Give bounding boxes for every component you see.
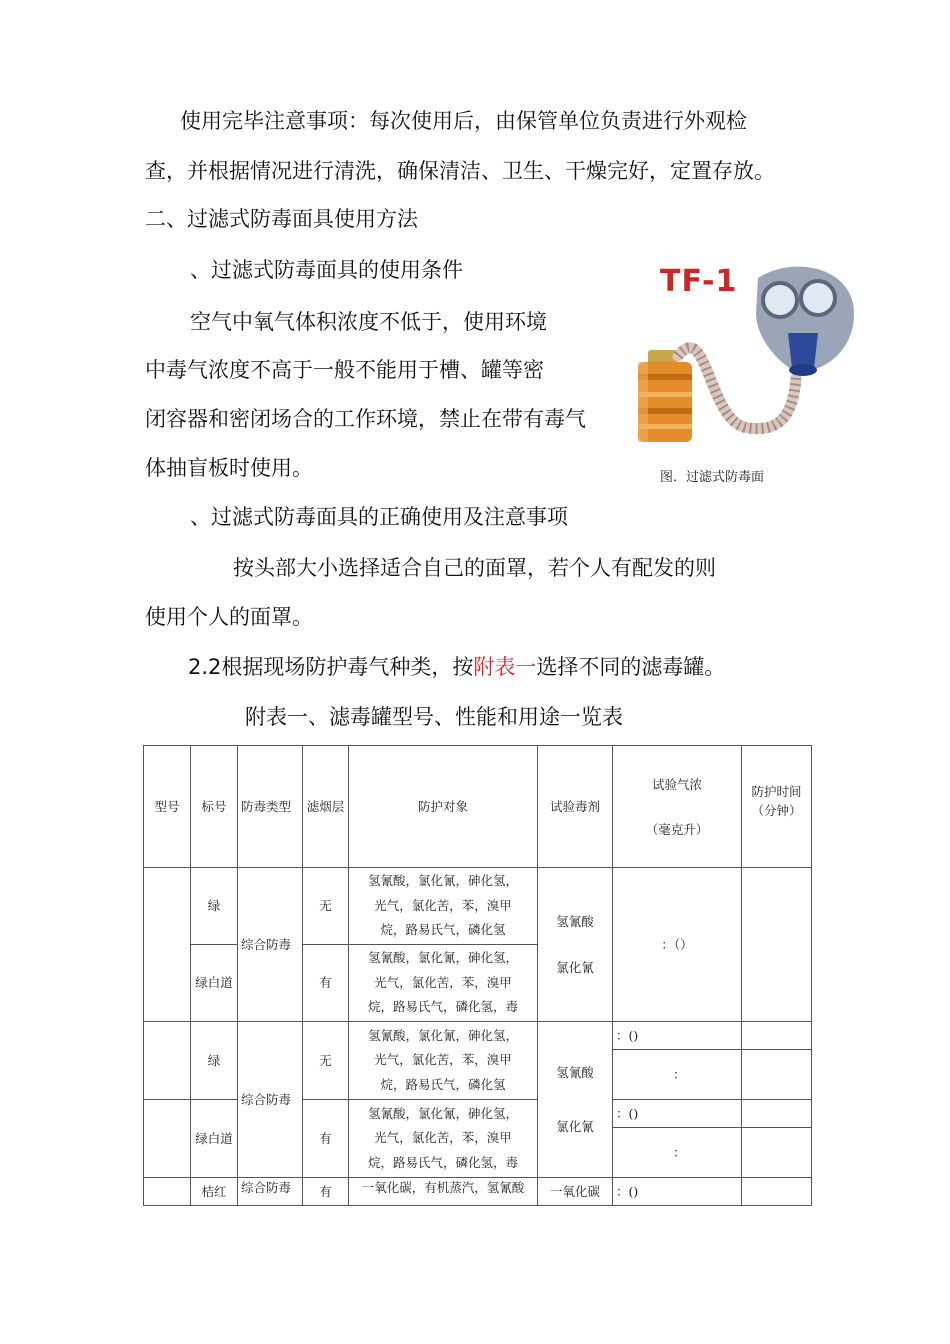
- usage-line-1: 按头部大小选择适合自己的面罩，若个人有配发的则: [233, 556, 716, 580]
- paragraph-after-use-2: 查，并根据情况进行清洗，确保清洁、卫生、干燥完好，定置存放。: [145, 159, 775, 183]
- cell-agent: [538, 1022, 613, 1178]
- header-concentration: [613, 746, 742, 868]
- header-mark: 标号: [191, 746, 238, 868]
- target-line: 氢氰酸，氯化氰，砷化氢，: [367, 950, 518, 966]
- table-row: [144, 868, 812, 945]
- step-2-2: [188, 653, 725, 681]
- cell-target: [349, 868, 538, 945]
- cell-type: 综合防毒: [238, 868, 303, 1022]
- figure-label: TF-1: [660, 264, 738, 299]
- header-agent: 试验毒剂: [538, 746, 613, 868]
- cell-target: [349, 1178, 538, 1206]
- paragraph-after-use-1: 使用完毕注意事项：每次使用后，由保管单位负责进行外观检: [180, 109, 747, 133]
- subsection-heading-conditions: 、过滤式防毒面具的使用条件: [190, 258, 463, 282]
- gas-mask-photo-icon: [628, 258, 858, 468]
- cell-time: [742, 1128, 812, 1178]
- cell-model: [144, 868, 191, 1022]
- cell-mark: 绿: [191, 1022, 238, 1100]
- conditions-line-4: 体抽盲板时使用。: [145, 456, 313, 480]
- conditions-line-1: 空气中氧气体积浓度不低于，使用环境: [190, 310, 547, 334]
- agent-line: 氯化氰: [556, 959, 594, 975]
- cell-concentration: ：: [613, 1050, 742, 1100]
- header-model: 型号: [144, 746, 191, 868]
- agent-line: 氢氰酸: [556, 1064, 594, 1080]
- table-row: [144, 1178, 812, 1206]
- cell-time: [742, 1050, 812, 1100]
- cell-mark: 桔红: [191, 1178, 238, 1206]
- cell-smoke: 有: [303, 1100, 349, 1178]
- appendix-link[interactable]: 附表一: [473, 655, 537, 679]
- cell-model: [144, 1178, 191, 1206]
- cell-agent: 一氧化碳: [538, 1178, 613, 1206]
- target-line: 烷，路易氏气，磷化氢，毒: [367, 1154, 518, 1170]
- agent-line: 氢氰酸: [556, 913, 594, 929]
- step-text-a: 根据现场防护毒气种类，按: [221, 655, 474, 679]
- cell-smoke: 无: [303, 1022, 349, 1100]
- cell-concentration: ：(): [613, 1178, 742, 1206]
- cell-time: [742, 1100, 812, 1128]
- step-number: 2.2: [188, 655, 222, 679]
- section-heading: 二、过滤式防毒面具使用方法: [145, 207, 418, 231]
- target-line: 光气，氯化苦，苯，溴甲: [374, 897, 512, 913]
- target-line: 一氧化碳，有机蒸汽，氢氰酸: [361, 1179, 525, 1195]
- type-text: 综合防毒: [241, 1179, 292, 1195]
- cell-model: [144, 1022, 191, 1100]
- target-line: 烷，路易氏气，磷化氢: [380, 1076, 506, 1092]
- cell-smoke: 有: [303, 1178, 349, 1206]
- cell-mark: 绿: [191, 868, 238, 945]
- cell-mark: 绿白道: [191, 945, 238, 1022]
- header-type: 防毒类型: [238, 746, 303, 868]
- cell-agent: [538, 868, 613, 1022]
- target-line: 氢氰酸，氯化氰，砷化氢，: [367, 873, 518, 889]
- subsection-heading-usage: 、过滤式防毒面具的正确使用及注意事项: [190, 505, 568, 529]
- target-line: 光气，氯化苦，苯，溴甲: [374, 1130, 512, 1146]
- step-text-b: 选择不同的滤毒罐。: [536, 655, 726, 679]
- header-smoke-layer: 滤烟层: [303, 746, 349, 868]
- usage-line-2: 使用个人的面罩。: [145, 605, 313, 629]
- cell-time: [742, 1022, 812, 1050]
- agent-line: 氯化氰: [556, 1118, 594, 1134]
- header-time-unit: （分钟）: [751, 803, 802, 818]
- cell-mark: 绿白道: [191, 1100, 238, 1178]
- target-line: 氢氰酸，氯化氰，砷化氢，: [367, 1105, 518, 1121]
- cell-time: [742, 868, 812, 1022]
- table-header-row: [144, 746, 812, 868]
- cell-model: [144, 1100, 191, 1178]
- cell-type: 综合防毒: [238, 1022, 303, 1178]
- figure-caption: 图．过滤式防毒面: [660, 470, 765, 483]
- cell-concentration: ：: [613, 1128, 742, 1178]
- header-target: 防护对象: [349, 746, 538, 868]
- conditions-line-2: 中毒气浓度不高于一般不能用于槽、罐等密: [145, 358, 544, 382]
- cell-target: [349, 1022, 538, 1100]
- cell-type: [238, 1178, 303, 1206]
- conditions-line-3: 闭容器和密闭场合的工作环境，禁止在带有毒气: [145, 407, 586, 431]
- target-line: 光气，氯化苦，苯，溴甲: [374, 1052, 512, 1068]
- target-line: 烷，路易氏气，磷化氢，毒: [367, 999, 518, 1015]
- canister-table: [143, 745, 812, 1206]
- cell-target: [349, 945, 538, 1022]
- cell-concentration: ：(): [613, 1022, 742, 1050]
- target-line: 光气，氯化苦，苯，溴甲: [374, 974, 512, 990]
- header-time: [742, 746, 812, 868]
- target-line: 烷，路易氏气，磷化氢: [380, 922, 506, 938]
- cell-concentration: ：(): [613, 1100, 742, 1128]
- cell-concentration: ：（）: [613, 868, 742, 1022]
- cell-smoke: 无: [303, 868, 349, 945]
- table-row: [144, 1022, 812, 1050]
- cell-time: [742, 1178, 812, 1206]
- cell-smoke: 有: [303, 945, 349, 1022]
- header-concentration-label: 试验气浓: [651, 776, 702, 792]
- table-title: 附表一、滤毒罐型号、性能和用途一览表: [245, 705, 623, 729]
- cell-target: [349, 1100, 538, 1178]
- target-line: 氢氰酸，氯化氰，砷化氢，: [367, 1027, 518, 1043]
- gas-mask-figure: [628, 258, 858, 483]
- header-time-label: 防护时间: [751, 784, 802, 799]
- header-concentration-unit: （毫克升）: [645, 821, 709, 837]
